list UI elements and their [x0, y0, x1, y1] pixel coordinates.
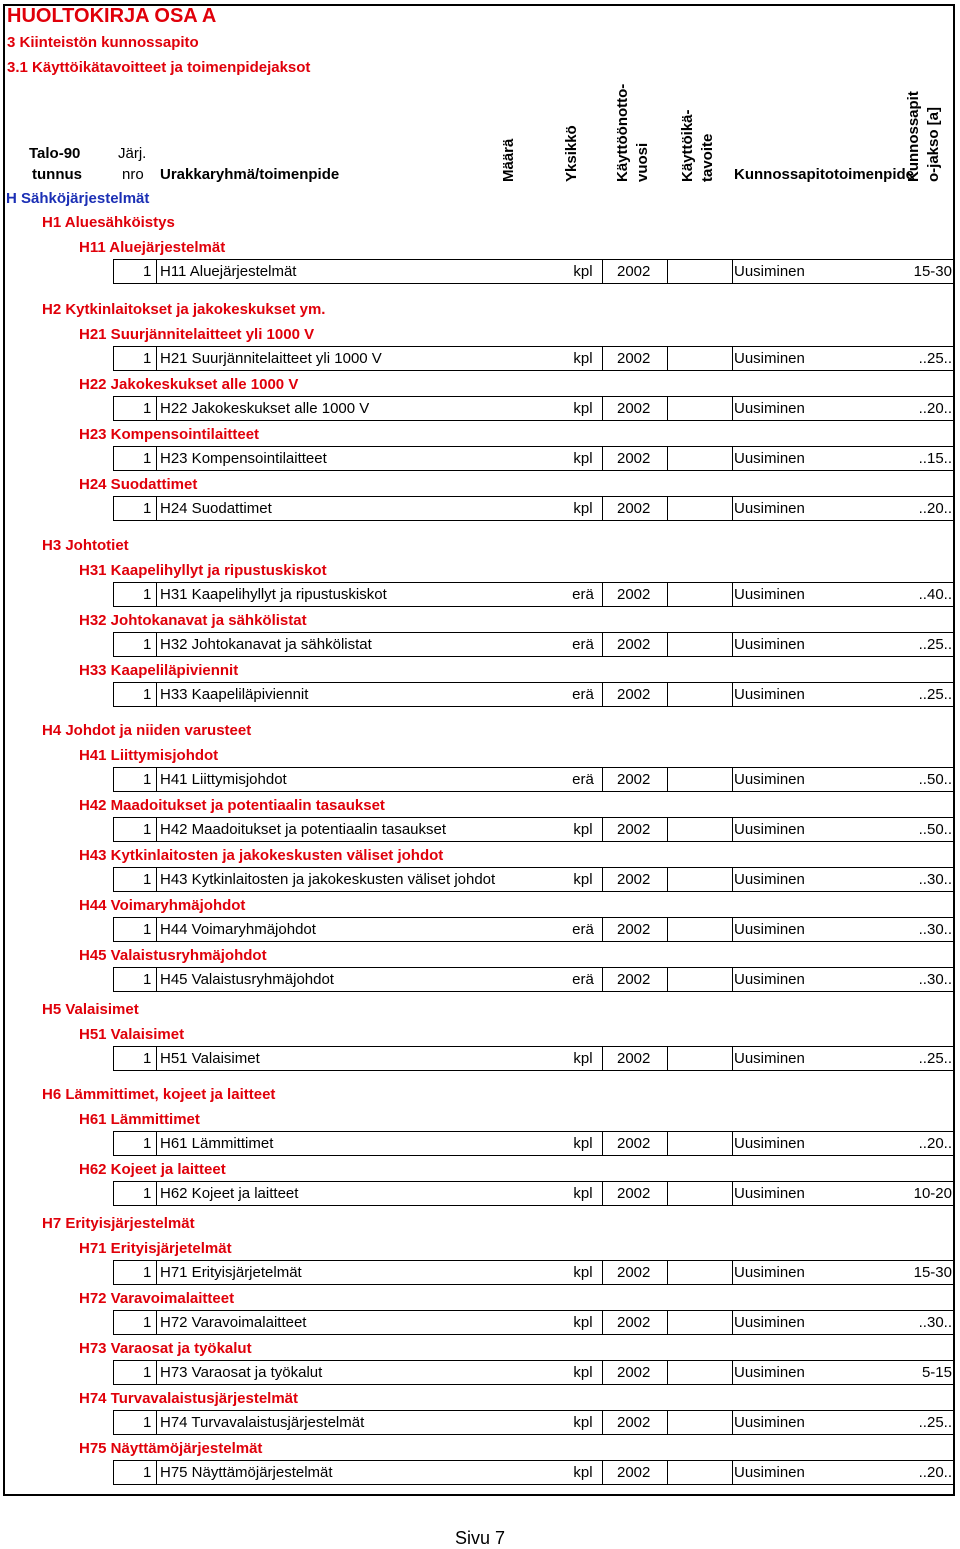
cell-divider: [667, 397, 668, 420]
cell-divider: [156, 1411, 157, 1434]
row-year: 2002: [617, 1264, 651, 1281]
cell-divider: [602, 768, 603, 791]
row-number: 1: [143, 1050, 152, 1067]
table-row: [113, 582, 955, 607]
row-action: Uusiminen: [734, 971, 805, 988]
row-name: H73 Varaosat ja työkalut: [160, 1364, 323, 1381]
cell-divider: [156, 397, 157, 420]
row-unit: kpl: [573, 1050, 593, 1067]
row-year: 2002: [617, 1364, 651, 1381]
doc-title: HUOLTOKIRJA OSA A: [7, 5, 217, 27]
row-number: 1: [143, 771, 152, 788]
row-action: Uusiminen: [734, 771, 805, 788]
subsection-title: 3.1 Käyttöikätavoitteet ja toimenpidejaksot: [7, 59, 311, 76]
col-group: Urakkaryhmä/toimenpide: [160, 166, 340, 183]
subgroup-title: H11 Aluejärjestelmät: [79, 239, 226, 256]
row-number: 1: [143, 500, 152, 517]
row-action: Uusiminen: [734, 1414, 805, 1431]
cell-divider: [156, 1132, 157, 1155]
cell-divider: [667, 683, 668, 706]
table-row: [113, 1131, 955, 1156]
row-period: ..30..: [918, 921, 952, 938]
row-period: ..20..: [918, 1464, 952, 1481]
row-period: ..30..: [918, 1314, 952, 1331]
cell-divider: [602, 968, 603, 991]
cell-divider: [602, 497, 603, 520]
main-section-title: H Sähköjärjestelmät: [6, 190, 150, 207]
row-year: 2002: [617, 1050, 651, 1067]
row-name: H24 Suodattimet: [160, 500, 272, 517]
subgroup-title: H21 Suurjännitelaitteet yli 1000 V: [79, 326, 315, 343]
row-name: H62 Kojeet ja laitteet: [160, 1185, 299, 1202]
row-period: ..30..: [918, 971, 952, 988]
cell-divider: [732, 1047, 733, 1070]
row-name: H43 Kytkinlaitosten ja jakokeskusten väliset johdot: [160, 871, 496, 888]
row-action: Uusiminen: [734, 500, 805, 517]
row-year: 2002: [617, 263, 651, 280]
group-title: H5 Valaisimet: [42, 1001, 139, 1018]
cell-divider: [156, 768, 157, 791]
subgroup-title: H23 Kompensointilaitteet: [79, 426, 260, 443]
subgroup-title: H43 Kytkinlaitosten ja jakokeskusten väliset johdot: [79, 847, 444, 864]
row-period: 15-30: [913, 1264, 952, 1281]
row-name: H31 Kaapelihyllyt ja ripustuskiskot: [160, 586, 387, 603]
col-jakso-line1: Kunnossapit: [905, 91, 922, 182]
row-action: Uusiminen: [734, 686, 805, 703]
group-title: H2 Kytkinlaitokset ja jakokeskukset ym.: [42, 301, 326, 318]
cell-divider: [667, 1461, 668, 1484]
cell-divider: [156, 1261, 157, 1284]
row-year: 2002: [617, 500, 651, 517]
row-number: 1: [143, 1264, 152, 1281]
row-number: 1: [143, 1464, 152, 1481]
cell-divider: [667, 918, 668, 941]
subgroup-title: H71 Erityisjärjetelmät: [79, 1240, 232, 1257]
cell-divider: [667, 583, 668, 606]
col-talo90-line1: Talo-90: [29, 145, 81, 162]
row-name: H45 Valaistusryhmäjohdot: [160, 971, 334, 988]
subgroup-title: H41 Liittymisjohdot: [79, 747, 219, 764]
row-number: 1: [143, 821, 152, 838]
row-period: ..20..: [918, 1135, 952, 1152]
group-title: H3 Johtotiet: [42, 537, 129, 554]
table-row: [113, 682, 955, 707]
row-unit: kpl: [573, 1185, 593, 1202]
row-number: 1: [143, 1414, 152, 1431]
row-number: 1: [143, 921, 152, 938]
row-unit: kpl: [573, 871, 593, 888]
row-name: H41 Liittymisjohdot: [160, 771, 287, 788]
row-action: Uusiminen: [734, 921, 805, 938]
group-title: H7 Erityisjärjestelmät: [42, 1215, 195, 1232]
row-unit: erä: [572, 921, 594, 938]
cell-divider: [602, 347, 603, 370]
row-action: Uusiminen: [734, 636, 805, 653]
row-period: ..25..: [918, 686, 952, 703]
cell-divider: [732, 633, 733, 656]
row-name: H33 Kaapeliläpiviennit: [160, 686, 309, 703]
subgroup-title: H32 Johtokanavat ja sähkölistat: [79, 612, 307, 629]
cell-divider: [156, 260, 157, 283]
cell-divider: [602, 397, 603, 420]
cell-divider: [602, 683, 603, 706]
row-year: 2002: [617, 586, 651, 603]
row-unit: erä: [572, 586, 594, 603]
section-title: 3 Kiinteistön kunnossapito: [7, 34, 199, 51]
subgroup-title: H61 Lämmittimet: [79, 1111, 200, 1128]
cell-divider: [732, 1461, 733, 1484]
subgroup-title: H33 Kaapeliläpiviennit: [79, 662, 239, 679]
row-number: 1: [143, 350, 152, 367]
cell-divider: [602, 1047, 603, 1070]
cell-divider: [602, 1411, 603, 1434]
row-unit: kpl: [573, 400, 593, 417]
cell-divider: [732, 1311, 733, 1334]
cell-divider: [602, 1311, 603, 1334]
row-number: 1: [143, 450, 152, 467]
cell-divider: [732, 968, 733, 991]
row-number: 1: [143, 263, 152, 280]
col-toimenpide: Kunnossapitotoimenpide: [734, 166, 914, 183]
row-period: 15-30: [913, 263, 952, 280]
row-unit: kpl: [573, 1135, 593, 1152]
row-number: 1: [143, 1314, 152, 1331]
row-name: H23 Kompensointilaitteet: [160, 450, 327, 467]
row-action: Uusiminen: [734, 350, 805, 367]
cell-divider: [602, 1361, 603, 1384]
col-kayttoonotto-line2: vuosi: [634, 142, 651, 182]
cell-divider: [602, 447, 603, 470]
row-action: Uusiminen: [734, 821, 805, 838]
cell-divider: [156, 1182, 157, 1205]
col-jarj-line1: Järj.: [118, 145, 147, 162]
cell-divider: [667, 1261, 668, 1284]
page-number: Sivu 7: [454, 1528, 506, 1548]
table-row: [113, 1410, 955, 1435]
row-year: 2002: [617, 871, 651, 888]
subgroup-title: H42 Maadoitukset ja potentiaalin tasaukset: [79, 797, 385, 814]
subgroup-title: H22 Jakokeskukset alle 1000 V: [79, 376, 299, 393]
cell-divider: [732, 1361, 733, 1384]
cell-divider: [667, 968, 668, 991]
cell-divider: [602, 1182, 603, 1205]
row-action: Uusiminen: [734, 1264, 805, 1281]
group-title: H6 Lämmittimet, kojeet ja laitteet: [42, 1086, 276, 1103]
row-period: ..20..: [918, 400, 952, 417]
table-row: [113, 917, 955, 942]
row-number: 1: [143, 971, 152, 988]
row-unit: kpl: [573, 1364, 593, 1381]
row-number: 1: [143, 636, 152, 653]
group-title: H4 Johdot ja niiden varusteet: [42, 722, 252, 739]
row-action: Uusiminen: [734, 1135, 805, 1152]
row-action: Uusiminen: [734, 1050, 805, 1067]
row-period: ..40..: [918, 586, 952, 603]
subgroup-title: H62 Kojeet ja laitteet: [79, 1161, 226, 1178]
table-row: [113, 1260, 955, 1285]
col-kayttoika-line2: tavoite: [699, 133, 716, 182]
row-period: ..50..: [918, 821, 952, 838]
cell-divider: [602, 583, 603, 606]
subgroup-title: H24 Suodattimet: [79, 476, 198, 493]
table-row: [113, 496, 955, 521]
row-action: Uusiminen: [734, 1314, 805, 1331]
cell-divider: [156, 1461, 157, 1484]
subgroup-title: H75 Näyttämöjärjestelmät: [79, 1440, 263, 1457]
row-name: H42 Maadoitukset ja potentiaalin tasaukset: [160, 821, 447, 838]
cell-divider: [602, 868, 603, 891]
row-unit: kpl: [573, 1464, 593, 1481]
row-unit: kpl: [573, 350, 593, 367]
col-jakso-line2: o-jakso [a]: [925, 106, 942, 182]
cell-divider: [156, 633, 157, 656]
table-row: [113, 1360, 955, 1385]
row-year: 2002: [617, 350, 651, 367]
cell-divider: [667, 818, 668, 841]
row-unit: erä: [572, 686, 594, 703]
row-unit: kpl: [573, 500, 593, 517]
row-unit: erä: [572, 971, 594, 988]
col-kayttoika-line1: Käyttöikä-: [679, 109, 696, 182]
cell-divider: [732, 497, 733, 520]
row-name: H32 Johtokanavat ja sähkölistat: [160, 636, 372, 653]
cell-divider: [667, 1311, 668, 1334]
row-action: Uusiminen: [734, 263, 805, 280]
cell-divider: [732, 1132, 733, 1155]
cell-divider: [732, 583, 733, 606]
row-unit: kpl: [573, 263, 593, 280]
row-period: ..30..: [918, 871, 952, 888]
col-kayttoonotto-line1: Käyttöönotto-: [614, 83, 631, 182]
row-number: 1: [143, 1135, 152, 1152]
row-period: 10-20: [913, 1185, 952, 1202]
table-row: [113, 1460, 955, 1485]
cell-divider: [732, 818, 733, 841]
cell-divider: [732, 768, 733, 791]
table-row: [113, 1046, 955, 1071]
row-name: H74 Turvavalaistusjärjestelmät: [160, 1414, 365, 1431]
cell-divider: [602, 1461, 603, 1484]
cell-divider: [602, 1132, 603, 1155]
cell-divider: [156, 447, 157, 470]
row-action: Uusiminen: [734, 450, 805, 467]
table-row: [113, 967, 955, 992]
row-name: H51 Valaisimet: [160, 1050, 260, 1067]
table-row: [113, 632, 955, 657]
cell-divider: [602, 633, 603, 656]
cell-divider: [732, 447, 733, 470]
row-action: Uusiminen: [734, 1464, 805, 1481]
row-year: 2002: [617, 1464, 651, 1481]
cell-divider: [667, 447, 668, 470]
row-period: ..25..: [918, 636, 952, 653]
cell-divider: [667, 1132, 668, 1155]
table-row: [113, 446, 955, 471]
cell-divider: [156, 868, 157, 891]
cell-divider: [156, 497, 157, 520]
row-name: H21 Suurjännitelaitteet yli 1000 V: [160, 350, 382, 367]
col-jarj-line2: nro: [122, 166, 144, 183]
cell-divider: [667, 347, 668, 370]
table-row: [113, 396, 955, 421]
row-unit: kpl: [573, 1314, 593, 1331]
row-number: 1: [143, 871, 152, 888]
row-unit: erä: [572, 771, 594, 788]
row-year: 2002: [617, 686, 651, 703]
cell-divider: [602, 818, 603, 841]
row-action: Uusiminen: [734, 1185, 805, 1202]
subgroup-title: H74 Turvavalaistusjärjestelmät: [79, 1390, 299, 1407]
row-year: 2002: [617, 1414, 651, 1431]
cell-divider: [732, 1182, 733, 1205]
col-talo90-line2: tunnus: [32, 166, 82, 183]
cell-divider: [156, 583, 157, 606]
cell-divider: [667, 633, 668, 656]
row-action: Uusiminen: [734, 1364, 805, 1381]
row-year: 2002: [617, 1135, 651, 1152]
cell-divider: [667, 1411, 668, 1434]
row-period: ..50..: [918, 771, 952, 788]
row-period: ..25..: [918, 1050, 952, 1067]
row-unit: erä: [572, 636, 594, 653]
row-year: 2002: [617, 1314, 651, 1331]
subgroup-title: H44 Voimaryhmäjohdot: [79, 897, 246, 914]
row-action: Uusiminen: [734, 400, 805, 417]
row-name: H44 Voimaryhmäjohdot: [160, 921, 316, 938]
table-row: [113, 767, 955, 792]
subgroup-title: H72 Varavoimalaitteet: [79, 1290, 235, 1307]
row-action: Uusiminen: [734, 586, 805, 603]
cell-divider: [667, 868, 668, 891]
row-year: 2002: [617, 450, 651, 467]
cell-divider: [602, 918, 603, 941]
row-year: 2002: [617, 821, 651, 838]
cell-divider: [156, 683, 157, 706]
cell-divider: [156, 1047, 157, 1070]
cell-divider: [602, 260, 603, 283]
col-maara: Määrä: [500, 138, 517, 182]
row-year: 2002: [617, 636, 651, 653]
row-number: 1: [143, 1185, 152, 1202]
subgroup-title: H31 Kaapelihyllyt ja ripustuskiskot: [79, 562, 327, 579]
row-number: 1: [143, 686, 152, 703]
cell-divider: [156, 347, 157, 370]
subgroup-title: H73 Varaosat ja työkalut: [79, 1340, 252, 1357]
cell-divider: [156, 1311, 157, 1334]
cell-divider: [732, 1261, 733, 1284]
row-year: 2002: [617, 971, 651, 988]
cell-divider: [667, 497, 668, 520]
row-name: H61 Lämmittimet: [160, 1135, 274, 1152]
row-name: H72 Varavoimalaitteet: [160, 1314, 307, 1331]
subgroup-title: H45 Valaistusryhmäjohdot: [79, 947, 267, 964]
row-period: ..25..: [918, 350, 952, 367]
subgroup-title: H51 Valaisimet: [79, 1026, 185, 1043]
cell-divider: [156, 918, 157, 941]
row-unit: kpl: [573, 821, 593, 838]
cell-divider: [732, 1411, 733, 1434]
cell-divider: [667, 1182, 668, 1205]
row-name: H11 Aluejärjestelmät: [160, 263, 297, 280]
cell-divider: [156, 1361, 157, 1384]
cell-divider: [667, 1047, 668, 1070]
cell-divider: [732, 397, 733, 420]
cell-divider: [732, 347, 733, 370]
row-number: 1: [143, 1364, 152, 1381]
row-action: Uusiminen: [734, 871, 805, 888]
row-unit: kpl: [573, 1264, 593, 1281]
table-row: [113, 259, 955, 284]
cell-divider: [156, 968, 157, 991]
row-period: ..15..: [918, 450, 952, 467]
table-row: [113, 346, 955, 371]
table-row: [113, 867, 955, 892]
cell-divider: [667, 260, 668, 283]
row-period: 5-15: [921, 1364, 952, 1381]
row-unit: kpl: [573, 1414, 593, 1431]
cell-divider: [667, 768, 668, 791]
row-year: 2002: [617, 400, 651, 417]
row-number: 1: [143, 586, 152, 603]
cell-divider: [732, 918, 733, 941]
group-title: H1 Aluesähköistys: [42, 214, 175, 231]
row-unit: kpl: [573, 450, 593, 467]
row-name: H71 Erityisjärjetelmät: [160, 1264, 302, 1281]
row-name: H22 Jakokeskukset alle 1000 V: [160, 400, 370, 417]
table-row: [113, 1181, 955, 1206]
row-year: 2002: [617, 771, 651, 788]
row-period: ..20..: [918, 500, 952, 517]
cell-divider: [732, 260, 733, 283]
cell-divider: [156, 818, 157, 841]
cell-divider: [667, 1361, 668, 1384]
row-year: 2002: [617, 1185, 651, 1202]
row-number: 1: [143, 400, 152, 417]
table-row: [113, 1310, 955, 1335]
cell-divider: [732, 683, 733, 706]
row-year: 2002: [617, 921, 651, 938]
row-name: H75 Näyttämöjärjestelmät: [160, 1464, 333, 1481]
row-period: ..25..: [918, 1414, 952, 1431]
col-yksikko: Yksikkö: [563, 125, 580, 182]
cell-divider: [602, 1261, 603, 1284]
cell-divider: [732, 868, 733, 891]
table-row: [113, 817, 955, 842]
